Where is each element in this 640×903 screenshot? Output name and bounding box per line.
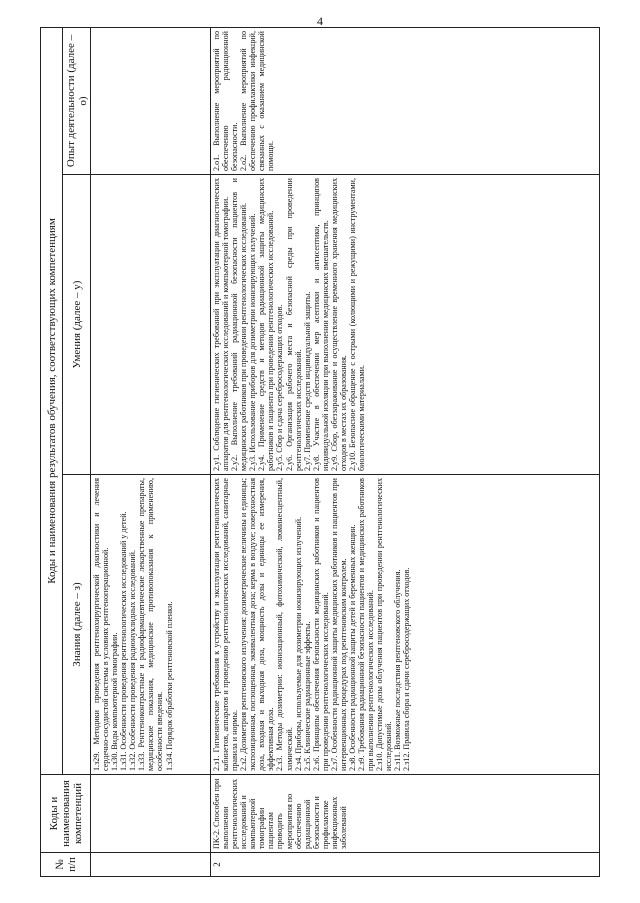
list-item: 1.з34. Порядок обработки рентгеновской пленки. xyxy=(164,601,174,771)
list-item: 2.у9. Сбор, обеззараживание и осуществление временного хранения медицинских отходов в местах их образования. xyxy=(329,177,348,471)
list-item: 2.у5. Сбор и сдача серебросодержащих отходов. xyxy=(275,304,285,471)
page-number: 4 xyxy=(317,14,323,28)
list-item: 2.з4. Приборы, используемые для дозиметрии ионизирующих излучений. xyxy=(293,516,303,771)
row-code: ПК-2. Способен при выполнении рентгенологических исследований и компьютерной томографии пациентам проводить мероприятия по обеспечению радиационной безопасности и профилактике инфекционных заболеваний xyxy=(211,774,600,852)
list-item: 2.з3. Методы дозиметрии: ионизационный, фотохимический, люминесцентный, химический. xyxy=(275,477,294,771)
list-item: 2.у4. Применение средств и методов радиационной защиты медицинских работников и пациента при проведении рентгенологических исследований. xyxy=(257,177,276,471)
list-item: 2.у2. Выполнение требований радиационной безопасности пациентов и медицинских работников при проведении рентгенологических исследований. xyxy=(230,177,249,471)
list-item: 1.з30. Виды компьютерной томографии. xyxy=(110,631,120,771)
skills-cell xyxy=(211,174,600,474)
list-item: 2.у10. Безопасное обращение с острыми (колющими и режущими) инструментами, биологическими материалами. xyxy=(347,177,366,471)
list-item: 2.з12. Правила сбора и сдачи серебросодержащих отходов. xyxy=(402,567,412,771)
list-item: 2.з9. Требования радиационной безопасности пациентов и медицинских работников при выполнении рентгенологических исследований. xyxy=(357,477,376,771)
list-item: 2.з11. Возможные последствия рентгеновского облучения. xyxy=(393,569,403,771)
list-item: 2.у1. Соблюдение гигиенических требований при эксплуатации диагностических аппаратов для рентгенологических исследований и компьютерной томографии. xyxy=(212,177,231,471)
list-item: 2.з7. Особенности радиационной защиты медицинских работников и пациентов при интервенционных процедурах под рентгеновским контролем. xyxy=(329,477,348,771)
row-no: 2 xyxy=(211,852,600,876)
list-item: 2.з5. Клинические радиационные эффекты. xyxy=(302,620,312,771)
knowledge-cell xyxy=(211,474,600,774)
list-item: 2.у6. Организация рабочего места и безопасной среды при проведении рентгенологических исследований. xyxy=(284,177,303,471)
skills-cell xyxy=(91,174,211,474)
experience-cell xyxy=(91,27,211,174)
table-row xyxy=(211,27,600,876)
header-group-title: Коды и наименования результатов обучения, соответствующих компетенциям xyxy=(41,27,63,774)
list-item: 2.з10. Допустимые дозы облучения пациентов при проведении рентгенологических исследований. xyxy=(375,477,394,771)
experience-cell xyxy=(211,27,600,174)
list-item: 1.з29. Методики проведения рентгенохирургической диагностики и лечения сердечно-сосудистой системы в условиях рентгеноперационной. xyxy=(92,477,111,771)
list-item: 1.з33. Рентгеноконтрастные и радиофармацевтические лекарственные препараты, медицинские показания, медицинские противопоказания к применению, особенности введения. xyxy=(137,477,165,771)
competency-table xyxy=(40,27,600,877)
list-item: 2.о2. Выполнение мероприятий по обеспечению профилактики инфекций, связанных с оказанием медицинской помощи. xyxy=(239,30,276,171)
list-item: 2.з8. Особенности радиационной защиты детей и беременных женщин. xyxy=(347,523,357,771)
header-knowledge: Знания (далее – з) xyxy=(63,474,91,774)
list-item: 2.о1. Выполнение мероприятий по обеспечению радиационной безопасности. xyxy=(212,30,240,171)
row-no xyxy=(91,852,211,876)
list-item: 2.з2. Дозиметрия рентгеновского излучения: дозиметрические величины и единицы; экспозиционная, поглощенная, эквивалентная доза; керма в воздухе; поверхностная доза, входная и выходная доза, мощность дозы и единицы ее измерения, эффективная доза. xyxy=(239,477,276,771)
list-item: 2.з6. Принципы обеспечения безопасности медицинских работников и пациентов при проведении рентгенологических исследований. xyxy=(311,477,330,771)
list-item: 2.у7. Применение средств индивидуальной защиты. xyxy=(302,291,312,471)
knowledge-cell xyxy=(91,474,211,774)
header-skills: Умения (далее – у) xyxy=(63,174,91,474)
header-no: № п/п xyxy=(41,852,91,876)
list-item: 1.з32. Особенности проведения радионуклидных исследований. xyxy=(128,549,138,771)
row-code xyxy=(91,774,211,852)
list-item: 2.у8. Участие в обеспечении мер асептики и антисептики, принципов индивидуальной изоляции при выполнении медицинских вмешательств. xyxy=(311,177,330,471)
list-item: 1.з31. Особенности проведения рентгенологических исследований у детей. xyxy=(119,510,129,771)
header-code: Коды и наименования компетенций xyxy=(41,774,91,852)
table-row xyxy=(91,27,211,876)
rotated-table-container xyxy=(40,27,600,877)
header-experience: Опыт деятельности (далее – о) xyxy=(63,27,91,174)
list-item: 2.з1. Гигиенические требования к устройству и эксплуатации рентгенологических кабинетов, аппаратов и проведению рентгенологических исследований, санитарные правила и нормы. xyxy=(212,477,240,771)
list-item: 2.у3. Использование приборов для дозиметрии ионизирующих излучений. xyxy=(248,213,258,471)
